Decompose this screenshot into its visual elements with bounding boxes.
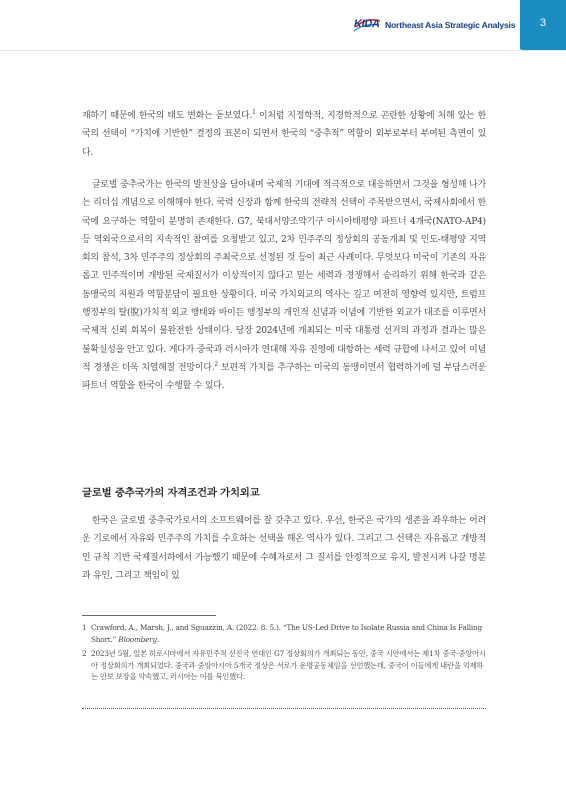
header-divider [0,50,566,51]
kida-logo-text: KIDA [354,18,380,30]
footnote-number: 2 [82,649,87,659]
paragraph-3: 한국은 글로벌 중추국가로서의 소프트웨어를 잘 갖추고 있다. 우선, 한국은 국가의 생존을 좌우하는 어려운 기로에서 자유와 민주주의 가치를 수호하는 선택을 해온 역사가 있다. 그리고 그 선택은 자유롭고 개방적인 규칙 기반 국제질서하에서 가능했기 때문에 수혜자로서 그 질서를 안정적으로 유지, 발전시켜 나갈 명분과 유인, 그리고 책임이 있 [82,516,486,581]
paragraph-1 [82,107,486,162]
footnote-text: 2023년 5월, 일본 히로시마에서 자유민주적 선진국 연대인 G7 정상회의가 개최되는 동안, 중국 시안에서는 제1차 중국-중앙아시아 정상회의가 개최되었다. 중국과 중앙아시아 5개국 정상은 서로가 운명공동체임을 선언했는데, 중국이 이들에게 내란을 억제하는 안보 보장을 약속했고, 러시아는 이를 묵인했다. [91,649,486,682]
paragraph-1-text-a: 재하기 때문에 한국의 태도 변화는 돋보였다. [82,111,253,121]
section-heading: 글로벌 중추국가의 자격조건과 가치외교 [82,487,260,499]
footnote-source: Bloomberg. [118,634,160,644]
footnote-divider [82,615,216,616]
paragraph-2 [82,176,486,396]
footnote-ref-1: 1 [252,109,256,117]
footnote-number: 1 [82,623,87,632]
footnote-ref-2: 2 [214,361,219,368]
page-header [0,0,566,52]
page-number-tab [520,0,566,50]
paragraph-2-text-b: 보편적 가치를 추구하는 미국의 동맹이면서 협력하기에 덜 부담스러운 파트너 역할을 한국이 수행할 수 있다. [82,362,487,392]
publication-title: Northeast Asia Strategic Analysis [385,20,516,30]
footnote-1 [82,622,486,645]
paragraph-1-text-b: 이처럼 지정학적, 지경학적으로 곤란한 상황에 처해 있는 한국의 선택이 “가치에 기반한” 결정의 표본이 되면서 한국의 “중추적” 역할이 외부로부터 부여된 측면이 있다. [82,111,486,158]
dotted-divider [82,708,486,709]
paragraph-2-text-a: 글로벌 중추국가는 한국의 발전상을 담아내며 국제적 기대에 적극적으로 대응하면서 그것을 형성해 나가는 리더십 개념으로 이해해야 한다. 국력 신장과 함께 한국의 전략적 선택이 주목받으면서, 국제사회에서 한국에 요구하는 역할이 분명히 존재한다. G7, 북대서양조약기구 아시아태평양 파트너 4개국(NATO-AP4) 등 역외국으로서의 지속적인 참여를 요청받고 있고, 2차 민주주의 정상회의 공동개최 및 인도-태평양 지역회의 참석, 3차 민주주의 정상회의 주최국으로 선정된 것 등이 최근 사례이다. 무엇보다 미국이 기존의 자유롭고 민주적이며 개방된 국제질서가 이상적이지 않다고 믿는 세력과 경쟁해서 승리하기 위해 한국과 같은 동맹국의 지원과 역할분담이 필요한 상황이다. 미국 가치외교의 역사는 깊고 여전히 영향력 있지만, 트럼프 행정부의 탈(脫)가치적 외교 행태와 바이든 행정부의 개인적 신념과 이념에 기반한 외교가 대조를 이루면서 국제적 신뢰 회복이 불완전한 상태이다. 당장 2024년에 개최되는 미국 대통령 선거의 과정과 결과는 많은 불확실성을 안고 있다. 게다가 중국과 러시아가 연대해 자유 진영에 대항하는 세력 규합에 나서고 있어 이념적 경쟁은 더욱 치열해질 전망이다. [82,180,486,373]
footnote-citation: Crawford, A., Marsh, J., and Sguazzin, A. (2022. 8. 5.). “The US-Led Drive to Isolate Russia and China Is Falling Short.” [91,623,482,644]
footnotes [82,622,486,686]
footnote-2 [82,648,486,683]
page-number: 3 [539,17,547,29]
footnote-text [91,622,486,645]
